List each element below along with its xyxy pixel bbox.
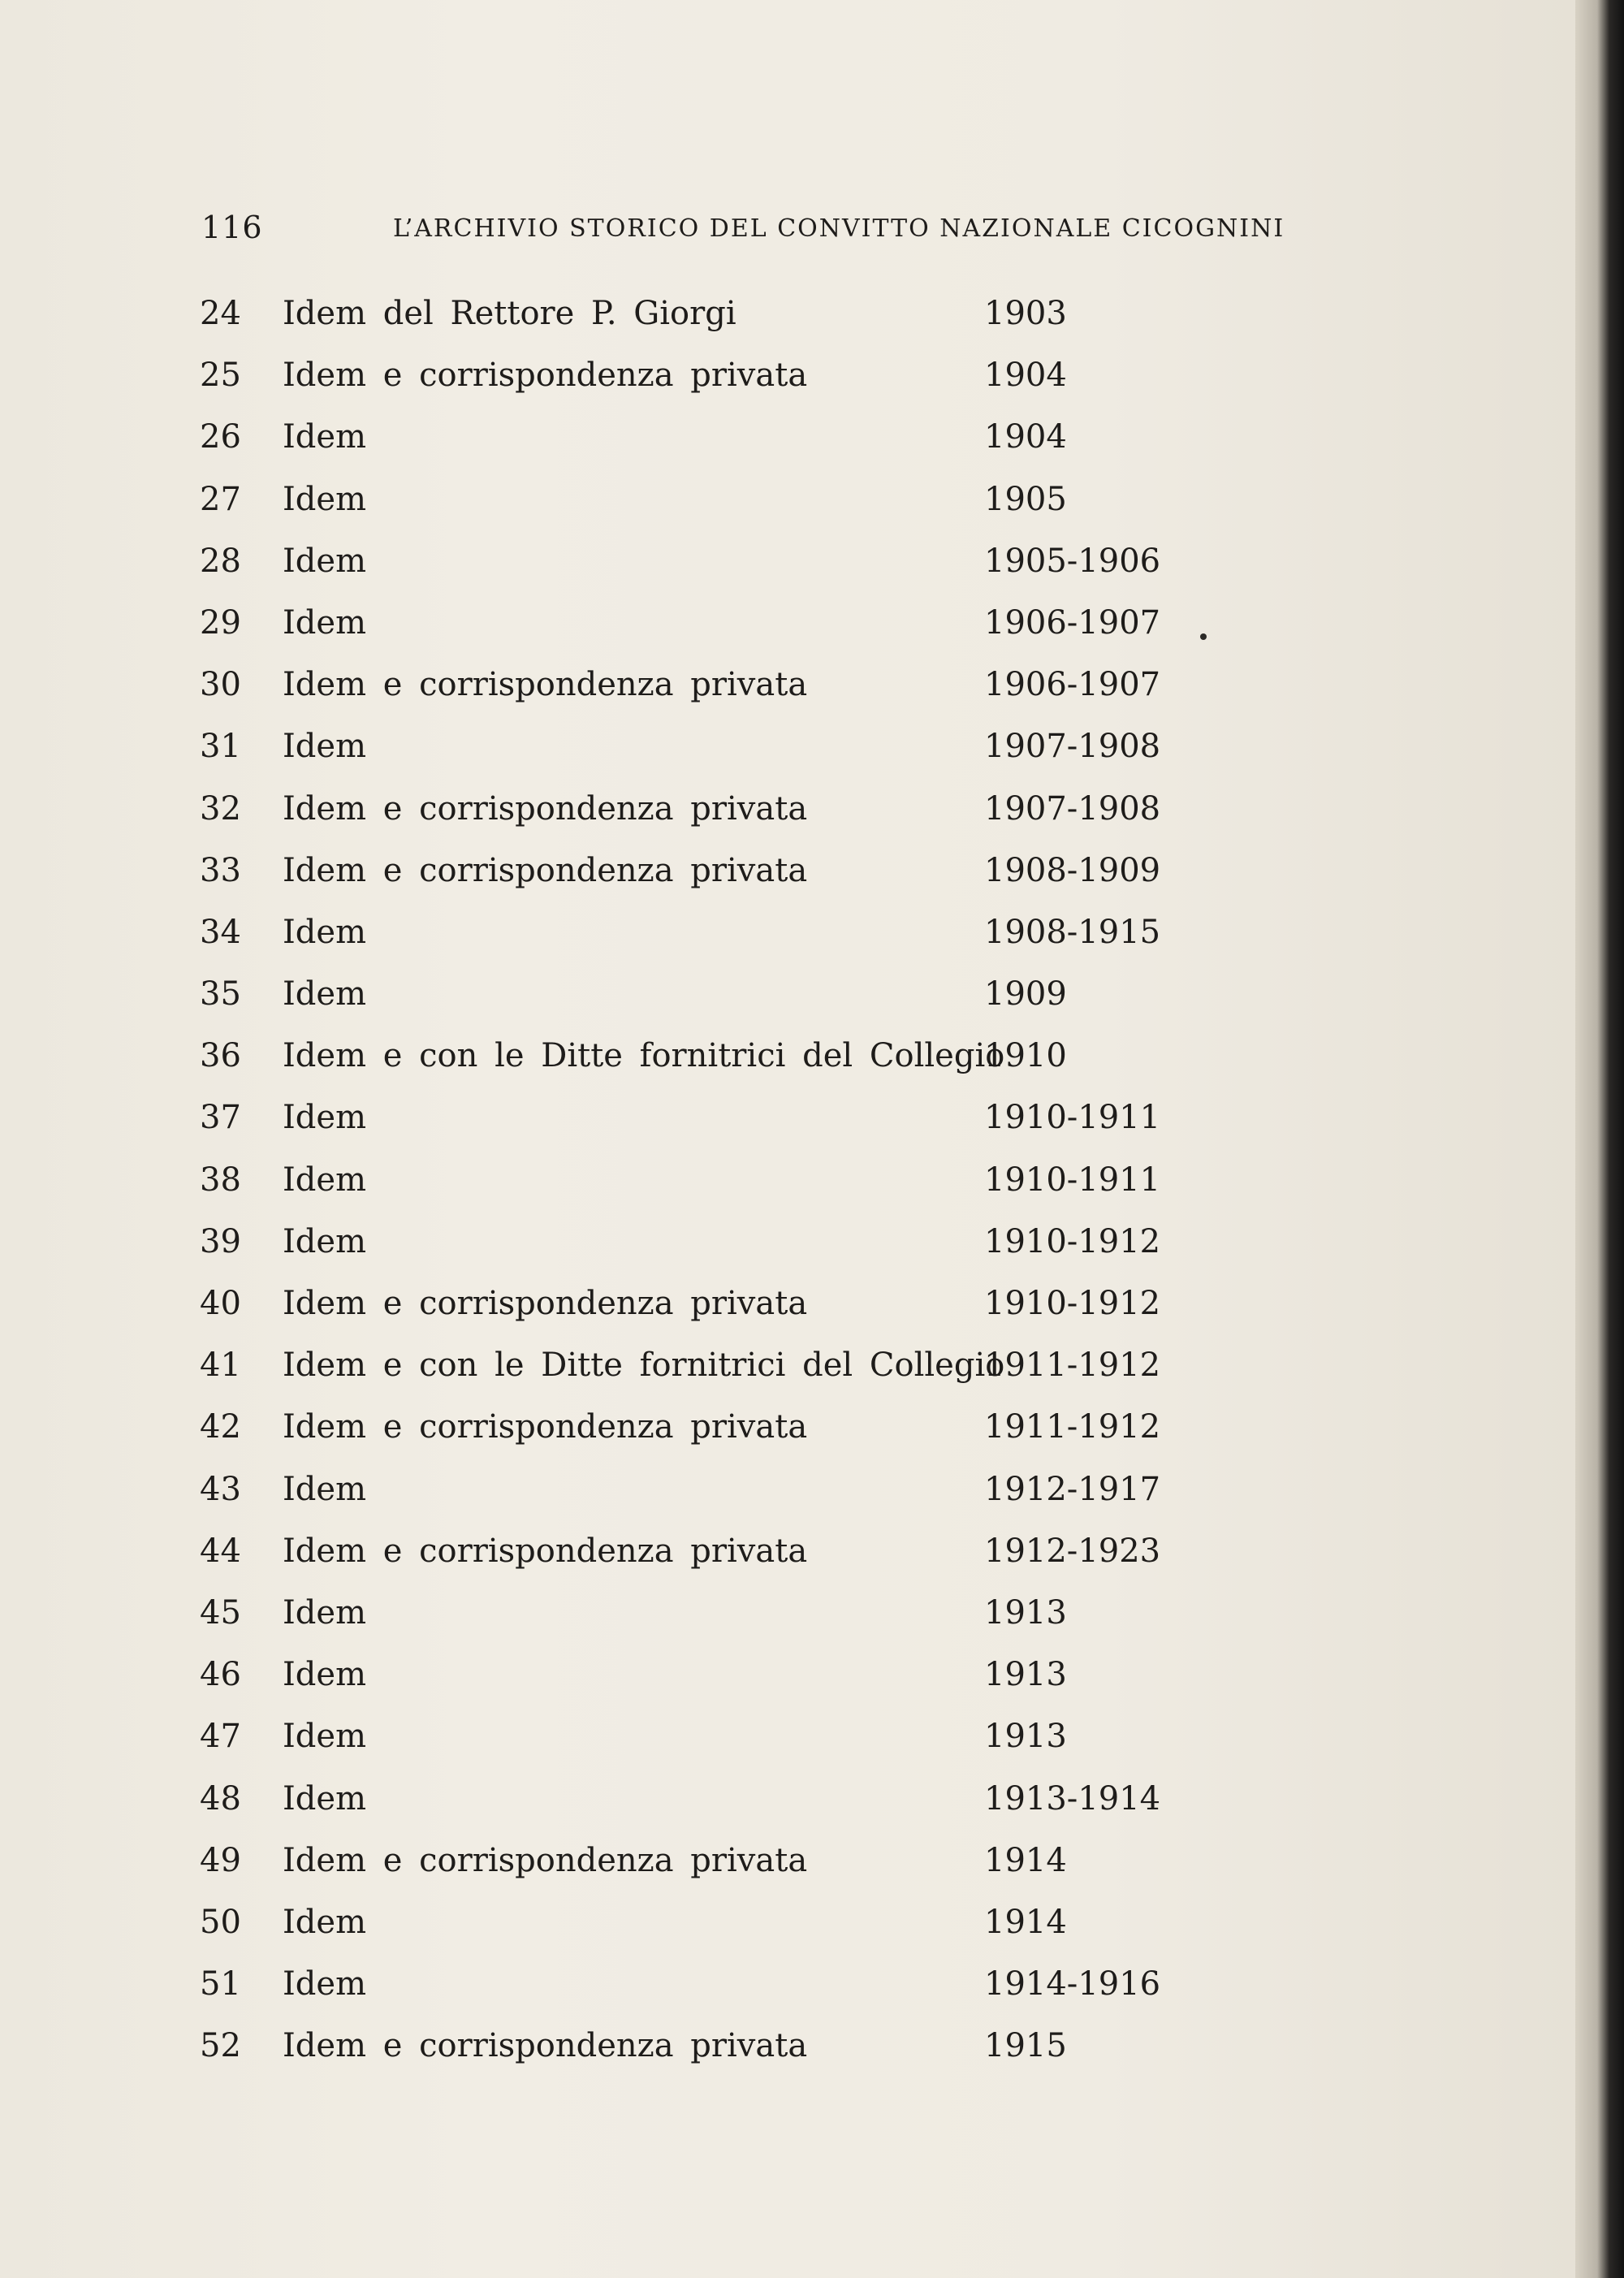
entry-number: 52 bbox=[200, 2027, 241, 2065]
entry-number: 43 bbox=[200, 1470, 241, 1508]
archive-entry bbox=[0, 538, 1575, 600]
entry-number: 25 bbox=[200, 357, 241, 395]
entry-number: 29 bbox=[200, 603, 241, 642]
entry-number: 31 bbox=[200, 728, 241, 766]
entry-date-range: 1914 bbox=[984, 1841, 1067, 1879]
entry-date-range: 1908-1909 bbox=[984, 851, 1161, 889]
entry-number: 27 bbox=[200, 480, 241, 518]
entry-description: Idem bbox=[283, 1903, 367, 1941]
entry-number: 45 bbox=[200, 1593, 241, 1632]
entry-description: Idem bbox=[283, 728, 367, 766]
entry-description: Idem e con le Ditte fornitrici del Collegio bbox=[283, 1346, 1005, 1385]
entry-description: Idem e corrispondenza privata bbox=[283, 1285, 808, 1322]
archive-entry bbox=[0, 291, 1575, 352]
entry-date-range: 1914 bbox=[984, 1903, 1067, 1941]
archive-entry bbox=[0, 1467, 1575, 1528]
entry-number: 35 bbox=[200, 975, 241, 1014]
entry-number: 46 bbox=[200, 1656, 241, 1694]
entry-date-range: 1904 bbox=[984, 357, 1067, 395]
entry-number: 26 bbox=[200, 418, 241, 456]
entry-number: 28 bbox=[200, 542, 241, 580]
archive-entry bbox=[0, 971, 1575, 1033]
entry-date-range: 1910-1912 bbox=[984, 1222, 1161, 1260]
archive-entry bbox=[0, 2023, 1575, 2085]
entry-description: Idem bbox=[283, 1593, 367, 1632]
entry-description: Idem e corrispondenza privata bbox=[283, 851, 808, 889]
archive-entry bbox=[0, 1342, 1575, 1404]
page-number: 116 bbox=[201, 210, 263, 245]
archive-entry bbox=[0, 1281, 1575, 1342]
archive-entry bbox=[0, 1528, 1575, 1590]
archive-entry bbox=[0, 414, 1575, 476]
entry-number: 44 bbox=[200, 1532, 241, 1570]
entry-description: Idem bbox=[283, 975, 367, 1014]
entry-description: Idem bbox=[283, 603, 367, 642]
entry-number: 34 bbox=[200, 913, 241, 951]
entry-description: Idem bbox=[283, 913, 367, 951]
entry-number: 51 bbox=[200, 1965, 241, 2004]
entry-description: Idem bbox=[283, 1222, 367, 1260]
entry-number: 37 bbox=[200, 1099, 241, 1137]
archive-entry-list bbox=[0, 291, 1575, 2085]
entry-number: 30 bbox=[200, 666, 241, 704]
archive-entry bbox=[0, 1961, 1575, 2023]
entry-date-range: 1909 bbox=[984, 975, 1067, 1014]
entry-date-range: 1912-1923 bbox=[984, 1532, 1161, 1570]
entry-description: Idem e corrispondenza privata bbox=[283, 2027, 808, 2065]
entry-number: 33 bbox=[200, 851, 241, 889]
entry-date-range: 1914-1916 bbox=[984, 1965, 1161, 2004]
entry-description: Idem del Rettore P. Giorgi bbox=[283, 295, 736, 332]
archive-entry bbox=[0, 1652, 1575, 1714]
entry-number: 47 bbox=[200, 1718, 241, 1756]
entry-description: Idem bbox=[283, 418, 367, 456]
entry-description: Idem e corrispondenza privata bbox=[283, 1532, 808, 1570]
entry-date-range: 1906-1907 bbox=[984, 666, 1161, 704]
archive-entry bbox=[0, 662, 1575, 724]
entry-description: Idem bbox=[283, 1161, 367, 1199]
entry-date-range: 1907-1908 bbox=[984, 789, 1161, 828]
entry-date-range: 1905-1906 bbox=[984, 542, 1161, 580]
archive-entry bbox=[0, 1714, 1575, 1775]
entry-description: Idem bbox=[283, 480, 367, 518]
entry-number: 49 bbox=[200, 1841, 241, 1879]
archive-entry bbox=[0, 1033, 1575, 1095]
entry-date-range: 1910-1912 bbox=[984, 1285, 1161, 1322]
archive-entry bbox=[0, 724, 1575, 785]
ink-speck bbox=[1200, 633, 1207, 640]
entry-number: 40 bbox=[200, 1285, 241, 1322]
archive-entry bbox=[0, 786, 1575, 848]
entry-number: 41 bbox=[200, 1346, 241, 1385]
archive-entry bbox=[0, 1095, 1575, 1156]
running-header bbox=[201, 210, 1285, 250]
archive-entry bbox=[0, 1219, 1575, 1281]
entry-number: 24 bbox=[200, 295, 241, 332]
entry-description: Idem bbox=[283, 1965, 367, 2004]
entry-description: Idem bbox=[283, 542, 367, 580]
entry-description: Idem bbox=[283, 1656, 367, 1694]
entry-description: Idem e corrispondenza privata bbox=[283, 666, 808, 704]
entry-description: Idem e con le Ditte fornitrici del Collegio bbox=[283, 1037, 1005, 1075]
entry-number: 42 bbox=[200, 1408, 241, 1446]
running-title: L’ARCHIVIO STORICO DEL CONVITTO NAZIONALE CICOGNINI bbox=[393, 214, 1285, 243]
archive-entry bbox=[0, 600, 1575, 662]
entry-description: Idem bbox=[283, 1099, 367, 1137]
archive-entry bbox=[0, 848, 1575, 910]
archive-entry bbox=[0, 1900, 1575, 1961]
archive-entry bbox=[0, 1590, 1575, 1652]
entry-description: Idem bbox=[283, 1470, 367, 1508]
entry-number: 36 bbox=[200, 1037, 241, 1075]
entry-description: Idem bbox=[283, 1779, 367, 1818]
entry-date-range: 1906-1907 bbox=[984, 603, 1161, 642]
entry-date-range: 1911-1912 bbox=[984, 1408, 1161, 1446]
entry-number: 38 bbox=[200, 1161, 241, 1199]
entry-date-range: 1903 bbox=[984, 295, 1067, 332]
entry-date-range: 1907-1908 bbox=[984, 728, 1161, 766]
entry-date-range: 1908-1915 bbox=[984, 913, 1161, 951]
archive-entry bbox=[0, 1404, 1575, 1466]
entry-date-range: 1913 bbox=[984, 1656, 1067, 1694]
archive-entry bbox=[0, 352, 1575, 414]
archive-entry bbox=[0, 1157, 1575, 1219]
entry-number: 39 bbox=[200, 1222, 241, 1260]
entry-number: 32 bbox=[200, 789, 241, 828]
entry-date-range: 1911-1912 bbox=[984, 1346, 1161, 1385]
archive-entry bbox=[0, 477, 1575, 538]
archive-entry bbox=[0, 1776, 1575, 1838]
entry-number: 48 bbox=[200, 1779, 241, 1818]
entry-description: Idem bbox=[283, 1718, 367, 1756]
entry-date-range: 1912-1917 bbox=[984, 1470, 1161, 1508]
archive-entry bbox=[0, 1838, 1575, 1900]
entry-date-range: 1913 bbox=[984, 1718, 1067, 1756]
entry-number: 50 bbox=[200, 1903, 241, 1941]
entry-date-range: 1910-1911 bbox=[984, 1161, 1161, 1199]
entry-date-range: 1913-1914 bbox=[984, 1779, 1161, 1818]
entry-description: Idem e corrispondenza privata bbox=[283, 1841, 808, 1879]
entry-date-range: 1905 bbox=[984, 480, 1067, 518]
entry-description: Idem e corrispondenza privata bbox=[283, 357, 808, 395]
archive-entry bbox=[0, 910, 1575, 971]
entry-date-range: 1915 bbox=[984, 2027, 1067, 2065]
entry-description: Idem e corrispondenza privata bbox=[283, 1408, 808, 1446]
entry-date-range: 1904 bbox=[984, 418, 1067, 456]
entry-date-range: 1910-1911 bbox=[984, 1099, 1161, 1137]
entry-description: Idem e corrispondenza privata bbox=[283, 789, 808, 828]
entry-date-range: 1910 bbox=[984, 1037, 1067, 1075]
entry-date-range: 1913 bbox=[984, 1593, 1067, 1632]
book-spine-shadow bbox=[1575, 0, 1624, 2278]
